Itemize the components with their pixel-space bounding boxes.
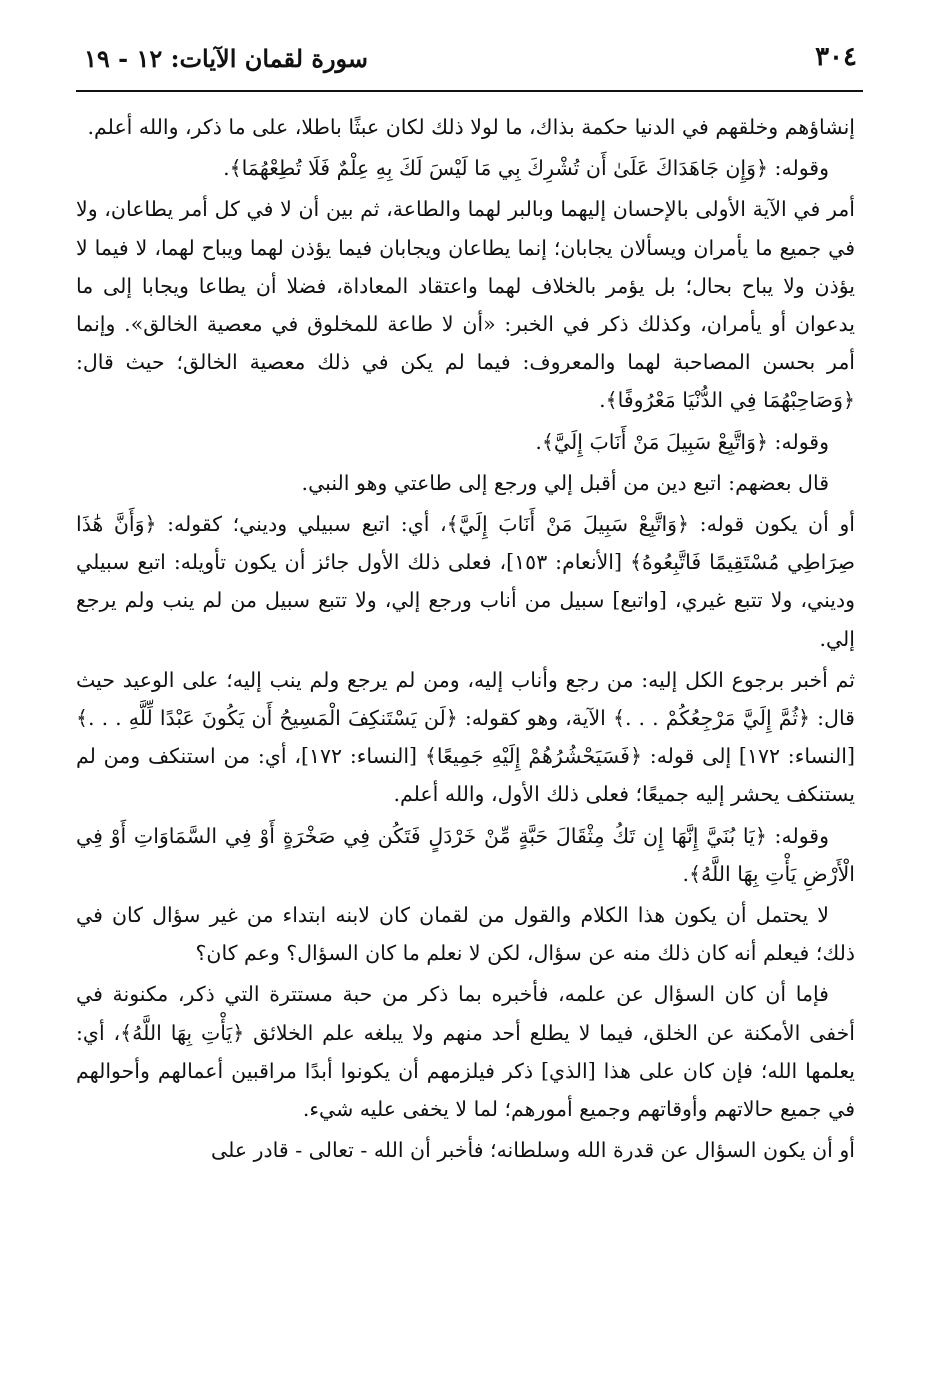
paragraph: أو أن يكون قوله: ﴿وَاتَّبِعْ سَبِيلَ مَنْ أَنَابَ إِلَيَّ﴾، أي: اتبع سبيلي وديني؛ كقوله: ﴿وَأَنَّ هَٰذَا صِرَاطِي مُسْتَقِيمًا فَاتَّبِعُوهُ﴾ [الأنعام: ١٥٣]، فعلى ذلك الأول جائز أن يكون تأويله: اتبع سبيلي وديني، ولا تتبع غيري، [واتبع] سبيل من أناب ورجع إلي، ولا تتبع سبيل من لم ينب ولم يرجع إلي.	[76, 512, 855, 651]
page-header	[76, 40, 863, 88]
header-divider	[76, 90, 863, 92]
running-title: سورة لقمان الآيات: ١٢ - ١٩	[84, 44, 369, 73]
paragraph: ثم أخبر برجوع الكل إليه: من رجع وأناب إليه، ومن لم يرجع ولم ينب إليه؛ على الوعيد حيث قال: ﴿ثُمَّ إِلَيَّ مَرْجِعُكُمْ . . .﴾ الآية، وهو كقوله: ﴿لَن يَسْتَنكِفَ الْمَسِيحُ أَن يَكُونَ عَبْدًا لِّلَّهِ . . .﴾ [النساء: ١٧٢] إلى قوله: ﴿فَسَيَحْشُرُهُمْ إِلَيْهِ جَمِيعًا﴾ [النساء: ١٧٢]، أي: من استنكف ومن لم يستنكف يحشر إليه جميعًا؛ فعلى ذلك الأول، والله أعلم.	[76, 667, 855, 807]
paragraph: أمر في الآية الأولى بالإحسان إليهما وبالبر لهما والطاعة، ثم بين أن لا في كل أمر يطاعان، ولا في جميع ما يأمران ويسألان يجابان؛ إنما يطاعان ويجابان فيما يؤذن لهما ويباح لهما، لا فيما لا يؤذن ولا يباح بحال؛ بل يؤمر بالخلاف لهما واعتقاد المعاداة، فضلا أن يطاعا ويجابا إلى ما يدعوان أو يأمران، وكذلك ذكر في الخبر: «أن لا طاعة للمخلوق في معصية الخالق». وإنما أمر بحسن المصاحبة لهما والمعروف: فيما لم يكن في ذلك معصية الخالق؛ حيث قال: ﴿وَصَاحِبْهُمَا فِي الدُّنْيَا مَعْرُوفًا﴾.	[76, 197, 855, 413]
paragraph: أو أن يكون السؤال عن قدرة الله وسلطانه؛ فأخبر أن الله - تعالى - قادر على	[211, 1138, 855, 1163]
paragraph: فإما أن كان السؤال عن علمه، فأخبره بما ذكر من حبة مستترة التي ذكر، مكنونة في أخفى الأمكنة عن الخلق، فيما لا يطلع أحد منهم ولا يبلغه علم الخلائق ﴿يَأْتِ بِهَا اللَّهُ﴾، أي: يعلمها الله؛ فإن كان على هذا [الذي] ذكر فيلزمهم أن يكونوا أبدًا مراقبين أعمالهم وأحوالهم في جميع حالاتهم وأوقاتهم وجميع أمورهم؛ لما لا يخفى عليه شيء.	[76, 982, 855, 1122]
paragraph: وقوله: ﴿وَإِن جَاهَدَاكَ عَلَىٰ أَن تُشْرِكَ بِي مَا لَيْسَ لَكَ بِهِ عِلْمٌ فَلَا تُطِعْهُمَا﴾.	[223, 156, 829, 181]
page-number: ٣٠٤	[815, 42, 857, 72]
paragraph: وقوله: ﴿وَاتَّبِعْ سَبِيلَ مَنْ أَنَابَ إِلَيَّ﴾.	[535, 429, 829, 454]
paragraph: قال بعضهم: اتبع دين من أقبل إلي ورجع إلى طاعتي وهو النبي.	[301, 470, 829, 495]
paragraph: لا يحتمل أن يكون هذا الكلام والقول من لقمان كان لابنه ابتداء من غير سؤال كان في ذلك؛ فيعلم أنه كان ذلك منه عن سؤال، لكن لا نعلم ما كان السؤال؟ وعم كان؟	[76, 903, 855, 966]
paragraph: إنشاؤهم وخلقهم في الدنيا حكمة بذاك، ما لولا ذلك لكان عبثًا باطلا، على ما ذكر، والله أعلم.	[87, 115, 855, 139]
page-body	[76, 108, 855, 1172]
paragraph: وقوله: ﴿يَا بُنَيَّ إِنَّهَا إِن تَكُ مِثْقَالَ حَبَّةٍ مِّنْ خَرْدَلٍ فَتَكُن فِي صَخْرَةٍ أَوْ فِي السَّمَاوَاتِ أَوْ فِي الْأَرْضِ يَأْتِ بِهَا اللَّهُ﴾.	[76, 823, 855, 886]
